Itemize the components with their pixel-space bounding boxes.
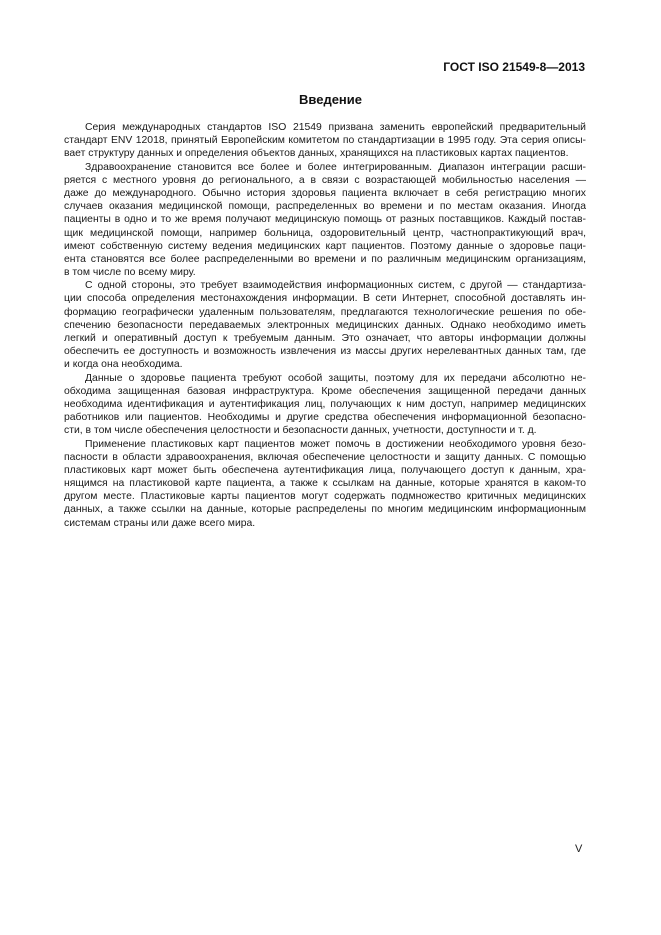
text-line: ряется с местного уровня до регионального, а в связи с возрастающей мобильностью населения —	[64, 174, 586, 186]
text-line: случаев оказания медицинской помощи, распределенных во времени и по местам оказания. Иногда	[64, 201, 586, 213]
text-line: формацию географически удаленным пользователям, предлагаются технологические решения по обе-	[64, 306, 586, 318]
text-line: обходима защищенная базовая инфраструктура. Кроме обеспечения защищенной передачи данных	[64, 385, 586, 397]
text-line: имеют собственную систему ведения медицинских карт пациентов. Поэтому данные о здоровье паци-	[64, 240, 586, 252]
text-line: пластиковых карт может быть обеспечена аутентификация лица, получающего доступ к данным, хра-	[64, 464, 586, 476]
paragraph	[64, 279, 586, 371]
text-line: нящимся на пластиковой карте пациента, а также к ссылкам на данные, которые хранятся в каком-то	[64, 478, 586, 490]
text-line: легкий и оперативный доступ к требуемым данным. Это означает, что авторы информации должны	[64, 333, 586, 344]
text-line: Данные о здоровье пациента требуют особой защиты, поэтому для их передачи абсолютно не-	[85, 372, 586, 384]
text-line: С одной стороны, это требует взаимодействия информационных систем, с другой — стандартиза-	[85, 280, 586, 292]
text-line: работников или пациентов. Необходимы и другие средства обеспечения информационной безопасно-	[64, 412, 586, 424]
text-line: вает структуру данных и определения объектов данных, хранящихся на пластиковых картах пациентов.	[64, 148, 569, 160]
page-number: V	[575, 843, 583, 855]
text-line: Серия международных стандартов ISO 21549 призвана заменить европейский предварительный	[85, 122, 586, 133]
section-title: Введение	[299, 92, 362, 107]
text-line: Здравоохранение становится все более и более интегрированным. Диапазон интеграции расши-	[85, 161, 586, 173]
text-line: системам страны или даже всего мира.	[64, 517, 256, 529]
text-line: Применение пластиковых карт пациентов может помочь в достижении необходимого уровня безо-	[85, 438, 586, 450]
text-line: пасности в области здравоохранения, включая обеспечение целостности и защиту данных. С помощью	[64, 451, 586, 463]
document-code-header: ГОСТ ISO 21549-8—2013	[443, 60, 585, 74]
text-line: другом месте. Пластиковые карты пациентов могут содержать подмножество критичных медицинских	[64, 491, 586, 503]
text-line: необходима идентификация и аутентификация лиц, получающих к ним доступ, например медицинских	[64, 398, 586, 410]
text-line: ента становятся все более распределенными во времени и по различным медицинским организациям,	[64, 253, 586, 265]
text-line: спечению безопасности передаваемых электронных медицинских данных. Однако необходимо иметь	[64, 319, 586, 331]
paragraph	[64, 121, 586, 161]
text-line: в том числе по всему миру.	[64, 267, 196, 279]
text-line: ции способа определения местонахождения информации. В сети Интернет, способной доставлять ин-	[64, 293, 586, 305]
text-line: пациенты в одно и то же время получают медицинскую помощь от разных поставщиков. Каждый постав-	[64, 214, 586, 226]
text-line: сти, в том числе обеспечения целостности и безопасности данных, учетности, доступности и т. д.	[64, 425, 537, 437]
text-line: стандарт ENV 12018, принятый Европейским комитетом по стандартизации в 1995 году. Эта серия описы-	[64, 135, 586, 147]
paragraph	[64, 161, 586, 280]
text-line: и когда она необходима.	[64, 359, 183, 371]
paragraph	[64, 372, 586, 438]
text-line: обеспечить ее доступность и возможность извлечения из массы других нерелевантных данных там, где	[64, 346, 586, 358]
text-line: щик медицинской помощи, например больница, оздоровительный центр, частнопрактикующий врач,	[64, 227, 586, 239]
document-body	[64, 121, 586, 530]
text-line: даже до международного. Обычно история здоровья пациента включает в себя регистрацию многих	[64, 187, 586, 199]
text-line: данных, а также ссылки на данные, которые распределены по многим медицинским информационным	[64, 504, 586, 516]
paragraph	[64, 438, 586, 530]
